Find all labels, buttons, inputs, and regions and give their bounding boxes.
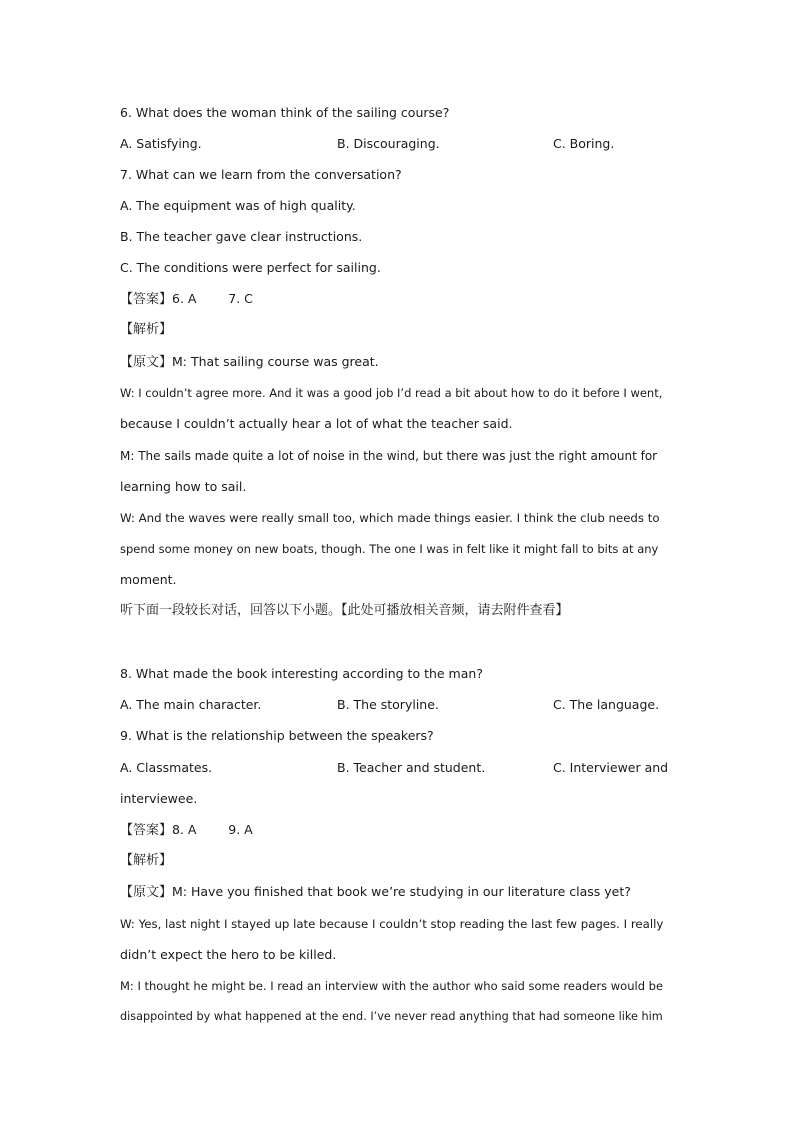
q7-option-a: A. The equipment was of high quality.	[120, 198, 356, 213]
q9-option-a: A. Classmates.	[120, 760, 213, 775]
q7-option-c: C. The conditions were perfect for sailing.	[120, 260, 381, 275]
answer-tag: 【答案】	[120, 823, 173, 838]
transcript-line: learning how to sail.	[120, 479, 247, 494]
q6-option-c: C. Boring.	[553, 136, 615, 151]
q8-option-a: A. The main character.	[120, 697, 262, 712]
q9-option-c-continued: interviewee.	[120, 791, 198, 806]
analysis-tag-2: 【解析】	[120, 853, 173, 868]
answer-block-2	[120, 822, 253, 839]
question-7: 7. What can we learn from the conversation?	[120, 167, 402, 182]
question-9: 9. What is the relationship between the speakers?	[120, 728, 434, 743]
transcript-line: didn’t expect the hero to be killed.	[120, 947, 337, 962]
answer-block-1	[120, 291, 253, 308]
transcript-line: W: I couldn’t agree more. And it was a good job I’d read a bit about how to do it before I went,	[120, 386, 663, 400]
q8-option-c: C. The language.	[553, 697, 660, 712]
q7-option-b: B. The teacher gave clear instructions.	[120, 229, 363, 244]
transcript-line: because I couldn’t actually hear a lot of what the teacher said.	[120, 416, 513, 431]
transcript-first-line-1	[120, 354, 379, 371]
transcript-first-line-2	[120, 884, 631, 901]
transcript-text: M: That sailing course was great.	[172, 354, 379, 369]
analysis-tag-1: 【解析】	[120, 322, 173, 337]
question-6: 6. What does the woman think of the sailing course?	[120, 105, 450, 120]
answer-tag: 【答案】	[120, 292, 173, 307]
q9-option-b: B. Teacher and student.	[337, 760, 486, 775]
transcript-line: M: I thought he might be. I read an interview with the author who said some readers would be	[120, 979, 664, 993]
q6-option-b: B. Discouraging.	[337, 136, 440, 151]
transcript-line: M: The sails made quite a lot of noise in the wind, but there was just the right amount for	[120, 449, 658, 463]
q8-option-b: B. The storyline.	[337, 697, 439, 712]
transcript-tag: 【原文】	[120, 355, 173, 370]
section-instruction: 听下面一段较长对话，回答以下小题。【此处可播放相关音频，请去附件查看】	[120, 603, 569, 618]
transcript-line: W: Yes, last night I stayed up late because I couldn’t stop reading the last few pages. I really	[120, 917, 664, 931]
transcript-tag: 【原文】	[120, 885, 173, 900]
transcript-line: moment.	[120, 572, 177, 587]
question-8: 8. What made the book interesting according to the man?	[120, 666, 483, 681]
transcript-text: M: Have you finished that book we’re studying in our literature class yet?	[172, 884, 631, 899]
transcript-line: W: And the waves were really small too, which made things easier. I think the club needs to	[120, 511, 660, 525]
q9-option-c: C. Interviewer and	[553, 760, 669, 775]
transcript-line: disappointed by what happened at the end. I’ve never read anything that had someone like him	[120, 1010, 663, 1023]
answer-text: 8. A 9. A	[172, 822, 253, 837]
transcript-line: spend some money on new boats, though. The one I was in felt like it might fall to bits at any	[120, 542, 659, 556]
answer-text: 6. A 7. C	[172, 291, 253, 306]
q6-option-a: A. Satisfying.	[120, 136, 202, 151]
